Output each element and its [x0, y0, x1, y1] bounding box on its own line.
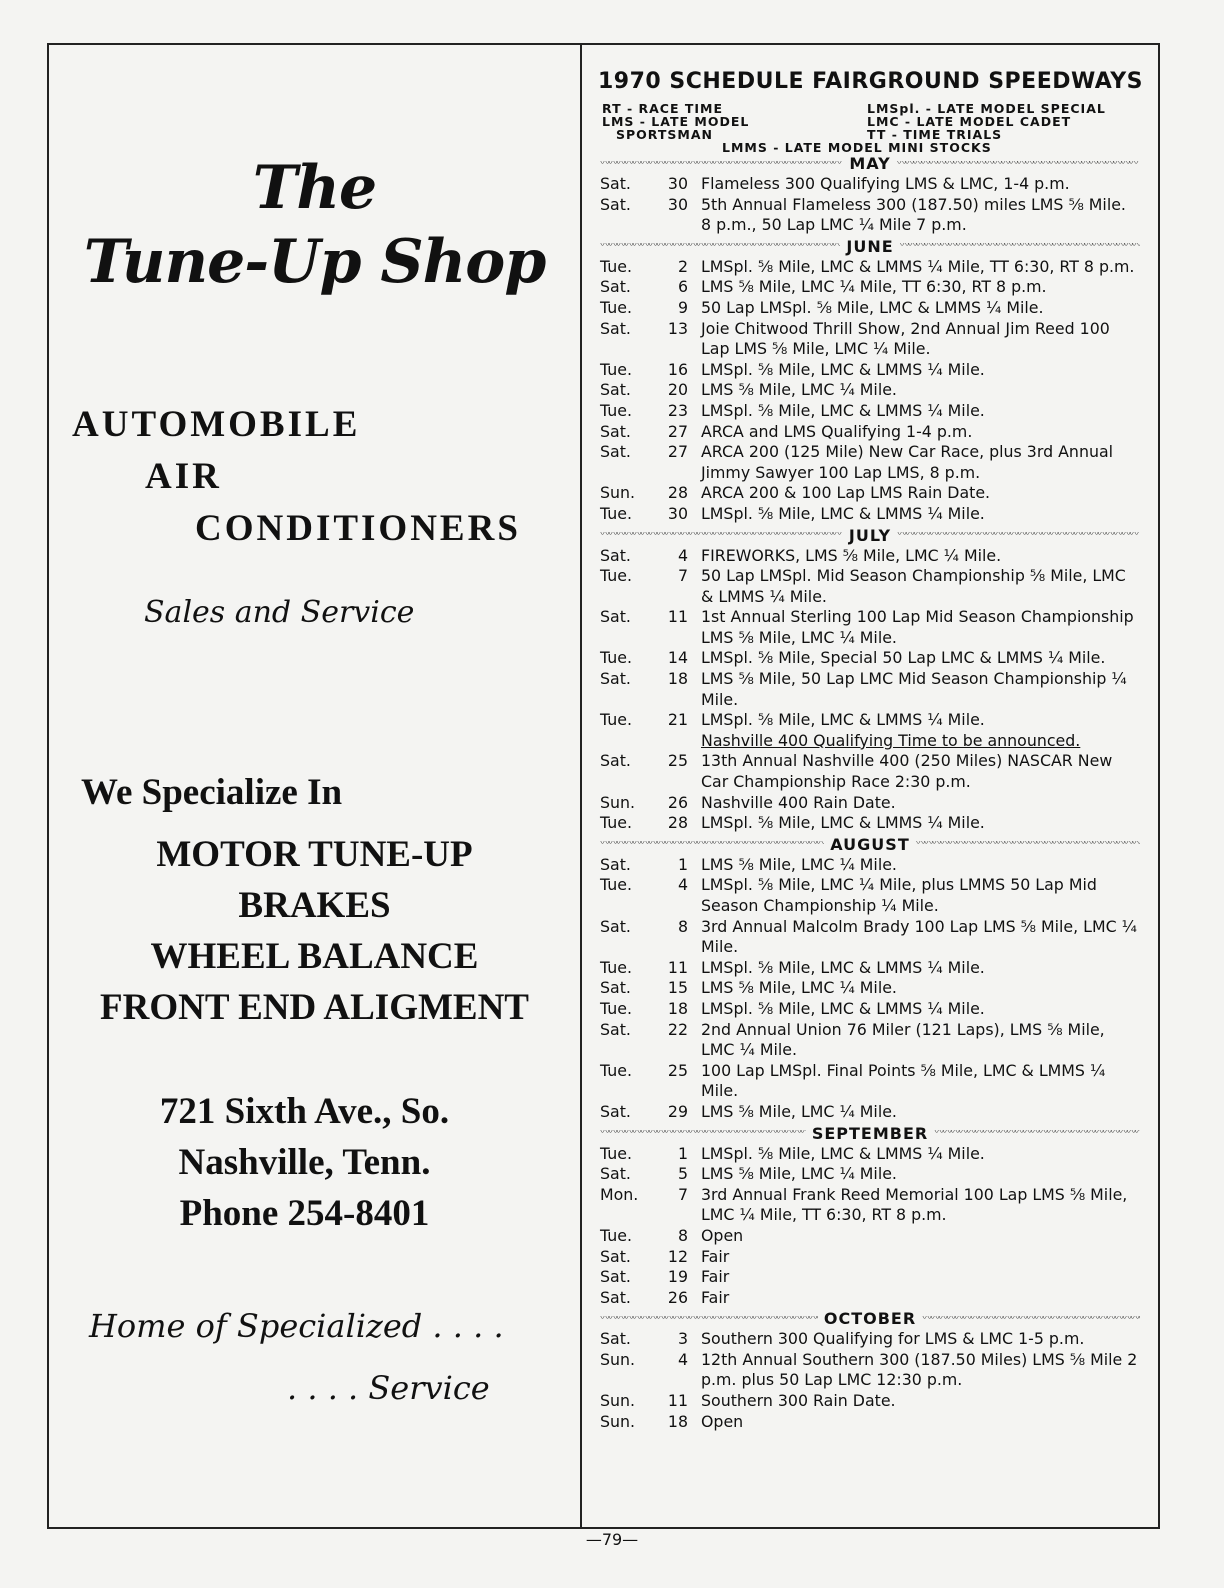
schedule-row: [600, 277, 1140, 298]
event-description: [701, 1247, 1140, 1268]
event-date: 23: [667, 400, 688, 420]
schedule-list: [600, 153, 1140, 1432]
month-header: [600, 1308, 1140, 1329]
month-header: [600, 236, 1140, 257]
event-text: ARCA and LMS Qualifying 1-4 p.m.: [701, 421, 973, 441]
abbr-lms: LMS - LATE MODEL: [602, 114, 750, 129]
schedule-row: [600, 917, 1140, 958]
ad-address-line2: Nashville, Tenn.: [178, 1142, 431, 1183]
event-date: 29: [667, 1101, 688, 1121]
schedule-row: [600, 1144, 1140, 1165]
schedule-title: 1970 SCHEDULE FAIRGROUND SPEEDWAYS: [598, 69, 1143, 94]
event-date: 11: [667, 1391, 688, 1411]
schedule-row: [600, 1288, 1140, 1309]
schedule-row: [600, 1350, 1140, 1391]
event-text: LMSpl. ⅝ Mile, LMC & LMMS ¼ Mile, TT 6:30, RT 8 p.m.: [701, 256, 1135, 276]
schedule-row: [600, 710, 1140, 751]
event-date: 28: [667, 483, 688, 503]
event-day: Sat.: [600, 1164, 631, 1184]
event-date: 21: [667, 710, 688, 730]
schedule-row: [600, 546, 1140, 567]
event-date: 11: [667, 957, 688, 977]
event-text: Southern 300 Qualifying for LMS & LMC 1-5 p.m.: [701, 1329, 1085, 1349]
schedule-row: [600, 1185, 1140, 1226]
ad-slogan-line2: . . . . Service: [287, 1369, 490, 1407]
event-day: Sat.: [600, 545, 631, 565]
event-day: Tue.: [600, 875, 633, 895]
event-date: 27: [667, 421, 688, 441]
event-date: 12: [667, 1246, 688, 1266]
event-description: [701, 1144, 1140, 1165]
event-description: [701, 195, 1140, 236]
event-text: Open: [701, 1225, 744, 1245]
schedule-row: [600, 875, 1140, 916]
schedule-row: [600, 1164, 1140, 1185]
event-text: LMSpl. ⅝ Mile, Special 50 Lap LMC & LMMS ¼ Mile.: [701, 648, 1106, 668]
event-date: 18: [667, 1411, 688, 1431]
event-day: Sat.: [600, 442, 631, 462]
abbr-tt: TT - TIME TRIALS: [867, 127, 1003, 142]
event-text: LMS ⅝ Mile, LMC ¼ Mile.: [701, 1164, 897, 1184]
event-day: Sat.: [600, 1019, 631, 1039]
event-date: 4: [677, 875, 688, 895]
event-description: [701, 1350, 1140, 1391]
event-day: Sat.: [600, 277, 631, 297]
event-text: LMSpl. ⅝ Mile, LMC & LMMS ¼ Mile.: [701, 359, 985, 379]
event-day: Sat.: [600, 318, 631, 338]
event-description: [701, 174, 1140, 195]
schedule-row: [600, 380, 1140, 401]
event-description: [701, 298, 1140, 319]
event-date: 25: [667, 751, 688, 771]
event-date: 30: [667, 503, 688, 523]
event-date: 6: [677, 277, 688, 297]
ad-slogan-line1: Home of Specialized . . . .: [89, 1307, 504, 1345]
event-date: 8: [677, 1225, 688, 1245]
ad-phone: Phone 254-8401: [179, 1193, 430, 1234]
event-date: 8: [677, 916, 688, 936]
event-description: [701, 360, 1140, 381]
schedule-row: [600, 751, 1140, 792]
event-day: Sun.: [600, 1349, 636, 1369]
event-date: 7: [677, 566, 688, 586]
event-date: 4: [677, 1349, 688, 1369]
event-date: 15: [667, 978, 688, 998]
month-name: OCTOBER: [823, 1309, 917, 1329]
event-description: [701, 442, 1140, 483]
event-description: [701, 999, 1140, 1020]
schedule-row: [600, 999, 1140, 1020]
schedule-row: [600, 1247, 1140, 1268]
schedule-row: [600, 442, 1140, 483]
schedule-row: [600, 1391, 1140, 1412]
ad-address-line1: 721 Sixth Ave., So.: [159, 1091, 450, 1132]
schedule-row: [600, 978, 1140, 999]
event-date: 28: [667, 813, 688, 833]
event-text: 100 Lap LMSpl. Final Points ⅝ Mile, LMC & LMMS ¼ Mile.: [701, 1060, 1106, 1101]
ad-service-1: MOTOR TUNE-UP: [156, 834, 473, 875]
event-text: 12th Annual Southern 300 (187.50 Miles) LMS ⅝ Mile 2 p.m. plus 50 Lap LMC 12:30 p.m.: [701, 1349, 1138, 1390]
schedule-row: [600, 1102, 1140, 1123]
event-text: LMSpl. ⅝ Mile, LMC & LMMS ¼ Mile.: [701, 957, 985, 977]
wavy-rule: [916, 841, 1140, 847]
month-header: [600, 525, 1140, 546]
event-date: 18: [667, 669, 688, 689]
tune-up-shop-ad: [49, 45, 580, 1527]
event-text: LMSpl. ⅝ Mile, LMC & LMMS ¼ Mile.: [701, 813, 985, 833]
event-day: Sat.: [600, 421, 631, 441]
ad-service-4: FRONT END ALIGMENT: [100, 987, 529, 1028]
event-text: 2nd Annual Union 76 Miler (121 Laps), LMS ⅝ Mile, LMC ¼ Mile.: [701, 1019, 1105, 1060]
event-date: 2: [677, 256, 688, 276]
event-day: Tue.: [600, 710, 633, 730]
wavy-rule: [922, 1316, 1140, 1322]
event-text: 13th Annual Nashville 400 (250 Miles) NASCAR New Car Championship Race 2:30 p.m.: [701, 751, 1113, 792]
wavy-rule: [600, 532, 843, 538]
event-date: 25: [667, 1060, 688, 1080]
ad-service-2: BRAKES: [238, 885, 391, 926]
event-description: [701, 978, 1140, 999]
schedule-row: [600, 1226, 1140, 1247]
schedule-row: [600, 319, 1140, 360]
event-date: 7: [677, 1184, 688, 1204]
schedule-row: [600, 855, 1140, 876]
event-description: [701, 1267, 1140, 1288]
event-description: [701, 855, 1140, 876]
event-day: Sun.: [600, 1411, 636, 1431]
event-date: 1: [677, 1143, 688, 1163]
event-date: 22: [667, 1019, 688, 1039]
event-text: Fair: [701, 1246, 730, 1266]
event-text: Flameless 300 Qualifying LMS & LMC, 1-4 p.m.: [701, 174, 1070, 193]
event-description: [701, 607, 1140, 648]
event-text: LMS ⅝ Mile, LMC ¼ Mile.: [701, 1101, 897, 1121]
event-date: 18: [667, 998, 688, 1018]
schedule-row: [600, 1412, 1140, 1433]
schedule-row: [600, 174, 1140, 195]
event-date: 3: [677, 1329, 688, 1349]
ad-sales-service: Sales and Service: [144, 595, 415, 630]
page-number: —79—: [585, 1530, 639, 1549]
event-description: [701, 710, 1140, 751]
schedule-row: [600, 669, 1140, 710]
event-text: 5th Annual Flameless 300 (187.50) miles LMS ⅝ Mile. 8 p.m., 50 Lap LMC ¼ Mile 7 p.m.: [701, 194, 1126, 235]
schedule-row: [600, 195, 1140, 236]
event-description: [701, 875, 1140, 916]
event-date: 27: [667, 442, 688, 462]
event-date: 9: [677, 297, 688, 317]
event-text: Nashville 400 Rain Date.: [701, 792, 896, 812]
event-description: [701, 1391, 1140, 1412]
schedule-row: [600, 483, 1140, 504]
event-description: [701, 917, 1140, 958]
event-text: ARCA 200 (125 Mile) New Car Race, plus 3rd Annual Jimmy Sawyer 100 Lap LMS, 8 p.m.: [701, 442, 1114, 482]
event-description: [701, 751, 1140, 792]
schedule-row: [600, 422, 1140, 443]
event-description: [701, 669, 1140, 710]
event-description: [701, 958, 1140, 979]
event-day: Sat.: [600, 1287, 631, 1307]
event-day: Sat.: [600, 978, 631, 998]
event-day: Sat.: [600, 669, 631, 689]
schedule-row: [600, 1329, 1140, 1350]
abbr-lmc: LMC - LATE MODEL CADET: [867, 114, 1072, 129]
event-date: 20: [667, 380, 688, 400]
event-description: [701, 566, 1140, 607]
event-day: Sun.: [600, 1391, 636, 1411]
event-description: [701, 277, 1140, 298]
event-description: [701, 793, 1140, 814]
event-text: Fair: [701, 1287, 730, 1307]
event-day: Tue.: [600, 957, 633, 977]
event-day: Tue.: [600, 566, 633, 586]
event-note: Nashville 400 Qualifying Time to be announced.: [701, 730, 1081, 750]
event-text: 50 Lap LMSpl. Mid Season Championship ⅝ Mile, LMC & LMMS ¼ Mile.: [701, 566, 1126, 606]
event-description: [701, 1020, 1140, 1061]
event-date: 26: [667, 792, 688, 812]
ad-specialize-heading: We Specialize In: [81, 772, 343, 813]
event-text: LMSpl. ⅝ Mile, LMC & LMMS ¼ Mile.: [701, 998, 985, 1018]
event-day: Sat.: [600, 1101, 631, 1121]
event-text: 1st Annual Sterling 100 Lap Mid Season Championship LMS ⅝ Mile, LMC ¼ Mile.: [701, 607, 1134, 647]
event-day: Sat.: [600, 1329, 631, 1349]
event-text: LMS ⅝ Mile, LMC ¼ Mile.: [701, 854, 897, 874]
event-day: Tue.: [600, 297, 633, 317]
schedule-row: [600, 1020, 1140, 1061]
event-day: Sat.: [600, 607, 631, 627]
event-date: 30: [667, 174, 688, 193]
schedule-panel: [582, 45, 1158, 1527]
schedule-row: [600, 298, 1140, 319]
event-date: 1: [677, 854, 688, 874]
abbr-lmspl: LMSpl. - LATE MODEL SPECIAL: [867, 101, 1106, 116]
wavy-rule: [600, 161, 843, 167]
event-day: Sat.: [600, 1246, 631, 1266]
ad-service-3: WHEEL BALANCE: [150, 936, 479, 977]
event-date: 19: [667, 1267, 688, 1287]
ad-title-line2: Tune-Up Shop: [83, 227, 546, 297]
event-description: [701, 1226, 1140, 1247]
event-description: [701, 1412, 1140, 1433]
event-day: Sat.: [600, 380, 631, 400]
event-text: LMSpl. ⅝ Mile, LMC ¼ Mile, plus LMMS 50 Lap Mid Season Championship ¼ Mile.: [701, 875, 1097, 915]
ad-conditioners: CONDITIONERS: [195, 508, 521, 549]
ad-air: AIR: [145, 456, 222, 497]
schedule-row: [600, 958, 1140, 979]
schedule-row: [600, 401, 1140, 422]
event-date: 26: [667, 1287, 688, 1307]
event-description: [701, 401, 1140, 422]
event-description: [701, 648, 1140, 669]
schedule-row: [600, 793, 1140, 814]
schedule-row: [600, 607, 1140, 648]
event-text: Fair: [701, 1267, 730, 1287]
event-text: Southern 300 Rain Date.: [701, 1391, 896, 1411]
event-description: [701, 257, 1140, 278]
schedule-row: [600, 813, 1140, 834]
event-description: [701, 319, 1140, 360]
event-text: 3rd Annual Malcolm Brady 100 Lap LMS ⅝ Mile, LMC ¼ Mile.: [701, 916, 1137, 957]
event-description: [701, 422, 1140, 443]
abbr-lmms: LMMS - LATE MODEL MINI STOCKS: [722, 140, 992, 155]
event-date: 5: [677, 1164, 688, 1184]
event-day: Sat.: [600, 174, 631, 193]
event-day: Tue.: [600, 1225, 633, 1245]
event-description: [701, 1102, 1140, 1123]
event-day: Mon.: [600, 1184, 639, 1204]
abbr-sportsman: SPORTSMAN: [616, 127, 713, 142]
event-day: Sat.: [600, 1267, 631, 1287]
event-description: [701, 504, 1140, 525]
event-text: LMSpl. ⅝ Mile, LMC & LMMS ¼ Mile.: [701, 503, 985, 523]
wavy-rule: [897, 161, 1140, 167]
event-text: LMS ⅝ Mile, LMC ¼ Mile, TT 6:30, RT 8 p.m.: [701, 277, 1047, 297]
month-name: MAY: [849, 154, 891, 173]
event-description: [701, 1061, 1140, 1102]
event-day: Tue.: [600, 359, 633, 379]
month-name: JULY: [848, 525, 892, 545]
event-day: Sat.: [600, 916, 631, 936]
event-text: Joie Chitwood Thrill Show, 2nd Annual Jim Reed 100 Lap LMS ⅝ Mile, LMC ¼ Mile.: [701, 318, 1110, 359]
event-text: LMS ⅝ Mile, 50 Lap LMC Mid Season Championship ¼ Mile.: [701, 669, 1127, 709]
event-day: Sun.: [600, 792, 636, 812]
event-day: Tue.: [600, 998, 633, 1018]
event-day: Tue.: [600, 1143, 633, 1163]
wavy-rule: [600, 1316, 818, 1322]
event-description: [701, 1164, 1140, 1185]
event-description: [701, 1185, 1140, 1226]
event-text: LMS ⅝ Mile, LMC ¼ Mile.: [701, 380, 897, 400]
abbr-rt: RT - RACE TIME: [602, 101, 724, 116]
event-day: Tue.: [600, 503, 633, 523]
schedule-row: [600, 257, 1140, 278]
event-day: Sun.: [600, 483, 636, 503]
event-text: 3rd Annual Frank Reed Memorial 100 Lap LMS ⅝ Mile, LMC ¼ Mile, TT 6:30, RT 8 p.m.: [701, 1184, 1128, 1225]
ad-title-line1: The: [252, 153, 377, 223]
event-text: LMSpl. ⅝ Mile, LMC & LMMS ¼ Mile.: [701, 1143, 985, 1163]
event-day: Tue.: [600, 400, 633, 420]
event-day: Tue.: [600, 813, 633, 833]
wavy-rule: [934, 1130, 1140, 1136]
event-date: 16: [667, 359, 688, 379]
event-day: Sat.: [600, 751, 631, 771]
event-text: Open: [701, 1411, 744, 1431]
schedule-row: [600, 504, 1140, 525]
schedule-row: [600, 360, 1140, 381]
schedule-row: [600, 1267, 1140, 1288]
month-name: AUGUST: [830, 834, 910, 854]
event-day: Tue.: [600, 648, 633, 668]
event-date: 14: [667, 648, 688, 668]
event-text: LMSpl. ⅝ Mile, LMC & LMMS ¼ Mile.: [701, 710, 985, 730]
event-text: ARCA 200 & 100 Lap LMS Rain Date.: [701, 483, 991, 503]
month-name: JUNE: [846, 236, 894, 256]
event-description: [701, 1329, 1140, 1350]
event-day: Tue.: [600, 1060, 633, 1080]
schedule-row: [600, 566, 1140, 607]
month-header: [600, 1123, 1140, 1144]
month-name: SEPTEMBER: [811, 1123, 929, 1143]
schedule-row: [600, 1061, 1140, 1102]
event-text: 50 Lap LMSpl. ⅝ Mile, LMC & LMMS ¼ Mile.: [701, 297, 1044, 317]
event-day: Sat.: [600, 194, 631, 214]
month-header: [600, 834, 1140, 855]
event-description: [701, 1288, 1140, 1309]
wavy-rule: [900, 243, 1140, 249]
event-day: Tue.: [600, 256, 633, 276]
event-description: [701, 546, 1140, 567]
event-text: LMSpl. ⅝ Mile, LMC & LMMS ¼ Mile.: [701, 400, 985, 420]
event-description: [701, 380, 1140, 401]
event-description: [701, 813, 1140, 834]
wavy-rule: [600, 243, 840, 249]
schedule-row: [600, 648, 1140, 669]
event-description: [701, 483, 1140, 504]
event-text: FIREWORKS, LMS ⅝ Mile, LMC ¼ Mile.: [701, 545, 1002, 565]
event-date: 30: [667, 194, 688, 214]
event-date: 11: [667, 607, 688, 627]
month-header: [600, 153, 1140, 174]
wavy-rule: [600, 1130, 806, 1136]
event-day: Sat.: [600, 854, 631, 874]
ad-automobile: AUTOMOBILE: [72, 404, 361, 445]
event-text: LMS ⅝ Mile, LMC ¼ Mile.: [701, 978, 897, 998]
wavy-rule: [897, 532, 1140, 538]
wavy-rule: [600, 841, 824, 847]
event-date: 13: [667, 318, 688, 338]
event-date: 4: [677, 545, 688, 565]
